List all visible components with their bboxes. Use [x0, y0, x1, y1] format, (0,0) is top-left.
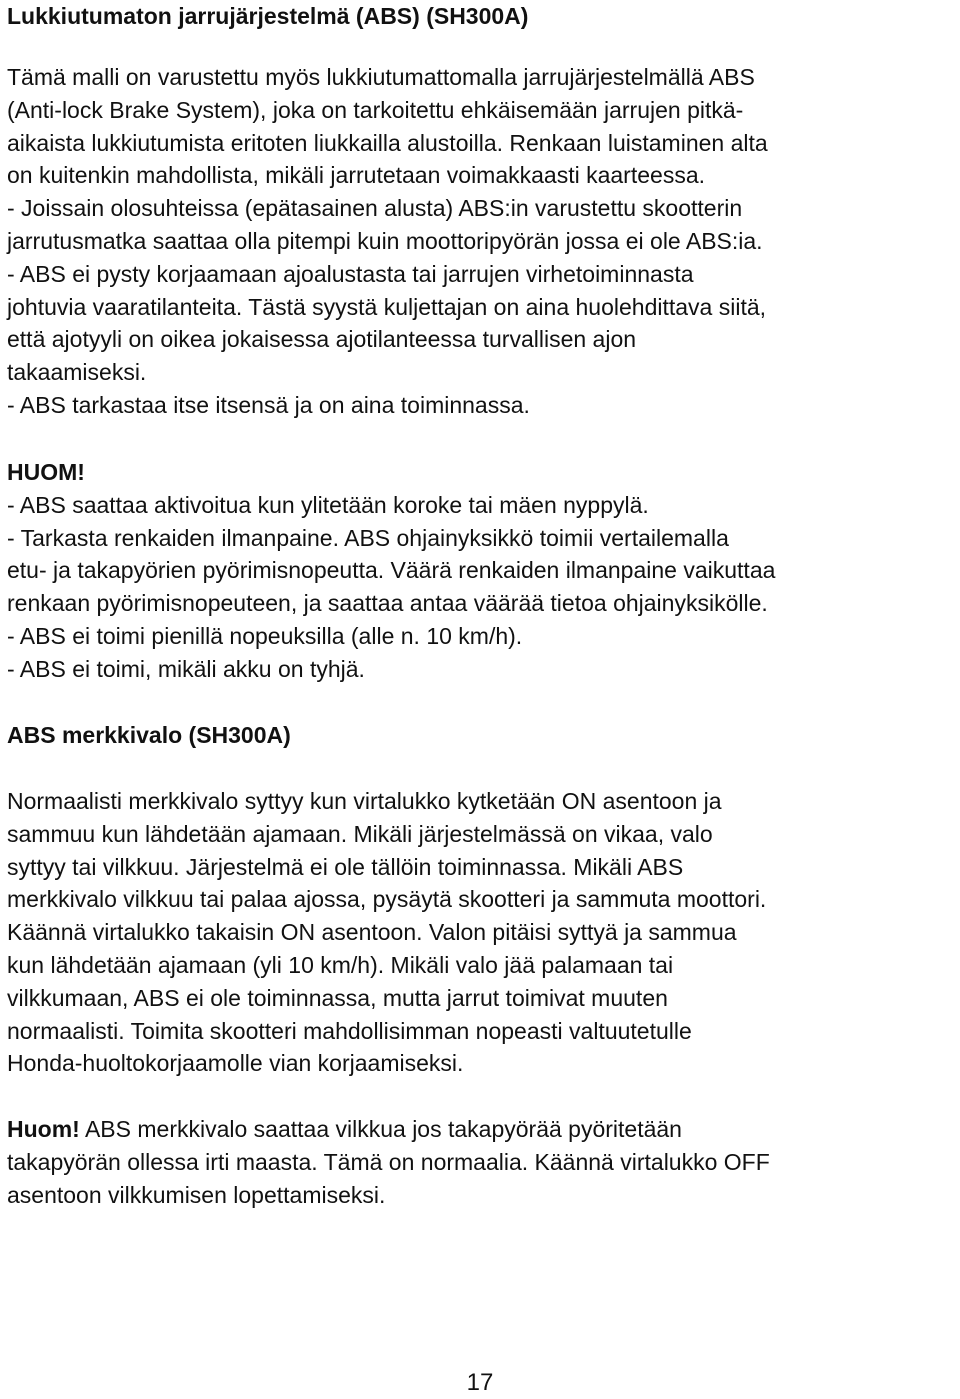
huom-final-text: ABS merkkivalo saattaa vilkkua jos takapyörää pyöritetään — [79, 1116, 682, 1142]
text-line: vilkkumaan, ABS ei ole toiminnassa, mutta jarrut toimivat muuten — [7, 984, 668, 1011]
page-title: Lukkiutumaton jarrujärjestelmä (ABS) (SH300A) — [7, 3, 529, 29]
abs-intro-paragraph — [7, 61, 768, 422]
text-line: johtuvia vaaratilanteita. Tästä syystä kuljettajan on aina huolehdittava siitä, — [7, 293, 767, 320]
text-line: asentoon vilkkumisen lopettamiseksi. — [7, 1181, 386, 1208]
note-line: - ABS ei toimi, mikäli akku on tyhjä. — [7, 655, 365, 682]
huom-label: HUOM! — [7, 459, 85, 485]
text-line: Honda-huoltokorjaamolle vian korjaamiseksi. — [7, 1050, 464, 1077]
page-number: 17 — [466, 1369, 494, 1396]
note-line: - ABS ei toimi pienillä nopeuksilla (alle n. 10 km/h). — [7, 622, 523, 649]
section-heading-abs-light: ABS merkkivalo (SH300A) — [7, 722, 291, 748]
text-line: sammuu kun lähdetään ajamaan. Mikäli järjestelmässä on vikaa, valo — [7, 820, 713, 847]
text-line: Normaalisti merkkivalo syttyy kun virtalukko kytketään ON asentoon ja — [7, 788, 722, 814]
huom-notes — [7, 456, 775, 686]
text-line: takaamiseksi. — [7, 359, 147, 386]
text-line: normaalisti. Toimita skootteri mahdollisimman nopeasti valtuutetulle — [7, 1017, 692, 1044]
text-line: kun lähdetään ajamaan (yli 10 km/h). Mikäli valo jää palamaan tai — [7, 951, 674, 978]
text-line: - ABS tarkastaa itse itsensä ja on aina toiminnassa. — [7, 391, 530, 418]
text-line: Tämä malli on varustettu myös lukkiutumattomalla jarrujärjestelmällä ABS — [7, 64, 755, 90]
text-line: (Anti-lock Brake System), joka on tarkoitettu ehkäisemään jarrujen pitkä- — [7, 96, 744, 123]
text-line: merkkivalo vilkkuu tai palaa ajossa, pysäytä skootteri ja sammuta moottori. — [7, 886, 767, 913]
note-line: etu- ja takapyörien pyörimisnopeutta. Väärä renkaiden ilmanpaine vaikuttaa — [7, 557, 776, 584]
text-line: jarrutusmatka saattaa olla pitempi kuin moottoripyörän jossa ei ole ABS:ia. — [7, 227, 763, 254]
text-line: - Joissain olosuhteissa (epätasainen alusta) ABS:in varustettu skootterin — [7, 195, 743, 222]
huom-final-label: Huom! — [7, 1116, 80, 1142]
note-line: - ABS saattaa aktivoitua kun ylitetään koroke tai mäen nyppylä. — [7, 491, 649, 518]
text-line: on kuitenkin mahdollista, mikäli jarrutetaan voimakkaasti kaarteessa. — [7, 162, 705, 189]
abs-light-paragraph — [7, 785, 766, 1080]
text-line: - ABS ei pysty korjaamaan ajoalustasta tai jarrujen virhetoiminnasta — [7, 260, 694, 287]
text-line: syttyy tai vilkkuu. Järjestelmä ei ole tällöin toiminnassa. Mikäli ABS — [7, 853, 684, 880]
note-line: renkaan pyörimisnopeuteen, ja saattaa antaa väärää tietoa ohjainyksikölle. — [7, 590, 768, 617]
huom-final-paragraph — [7, 1113, 770, 1211]
text-line: että ajotyyli on oikea jokaisessa ajotilanteessa turvallisen ajon — [7, 326, 637, 353]
text-line: aikaista lukkiutumista eritoten liukkailla alustoilla. Renkaan luistaminen alta — [7, 129, 768, 156]
text-line: takapyörän ollessa irti maasta. Tämä on normaalia. Käännä virtalukko OFF — [7, 1148, 770, 1175]
text-line — [7, 1113, 770, 1146]
text-line: Käännä virtalukko takaisin ON asentoon. Valon pitäisi syttyä ja sammua — [7, 919, 737, 946]
note-line: - Tarkasta renkaiden ilmanpaine. ABS ohjainyksikkö toimii vertailemalla — [7, 524, 729, 551]
